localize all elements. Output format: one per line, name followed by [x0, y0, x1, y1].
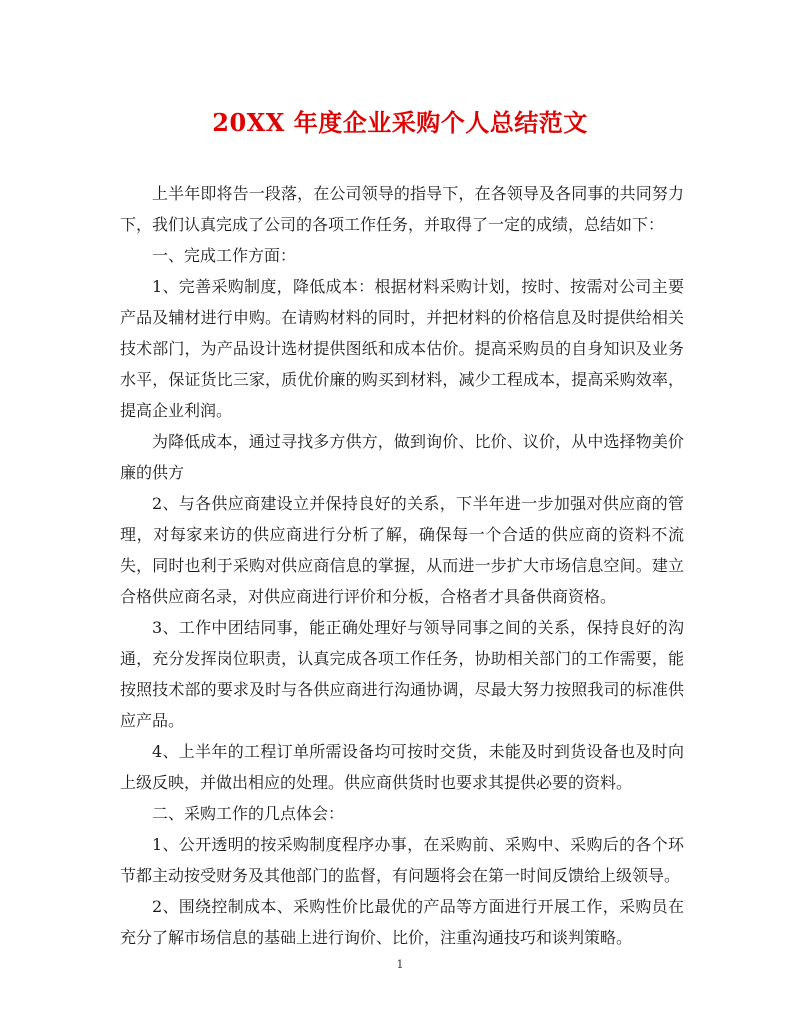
paragraph-cost: 为降低成本，通过寻找多方供方，做到询价、比价、议价，从中选择物美价廉的供方 — [120, 432, 684, 482]
paragraph-intro: 上半年即将告一段落，在公司领导的指导下，在各领导及各同事的共同努力下，我们认真完成了公司的各项工作任务，并取得了一定的成绩，总结如下： — [120, 184, 684, 234]
page-number: 1 — [396, 958, 404, 971]
paragraph-item-2-2: 2、围绕控制成本、采购性价比最优的产品等方面进行开展工作，采购员在充分了解市场信息的基础上进行询价、比价，注重沟通技巧和谈判策略。 — [120, 897, 684, 947]
paragraph-item-1-2: 2、与各供应商建设立并保持良好的关系，下半年进一步加强对供应商的管理，对每家来访的供应商进行分析了解，确保每一个合适的供应商的资料不流失，同时也利于采购对供应商信息的掌握，从而进一步扩大市场信息空间。建立合格供应商名录，对供应商进行评价和分板，合格者才具备供商资格。 — [120, 494, 684, 606]
paragraph-item-1-1: 1、完善采购制度，降低成本：根据材料采购计划，按时、按需对公司主要产品及辅材进行申购。在请购材料的同时，并把材料的价格信息及时提供给相关技术部门，为产品设计选材提供图纸和成本估价。提高采购员的自身知识及业务水平，保证货比三家，质优价廉的购买到材料，减少工程成本，提高采购效率，提高企业利润。 — [120, 277, 684, 420]
paragraph-item-2-1: 1、公开透明的按采购制度程序办事，在采购前、采购中、采购后的各个环节都主动按受财务及其他部门的监督，有问题将会在第一时间反馈给上级领导。 — [120, 835, 684, 885]
section-heading-2: 二、采购工作的几点体会： — [152, 804, 345, 823]
document-title: 20XX 年度企业采购个人总结范文 — [212, 108, 588, 137]
document-body — [120, 178, 684, 953]
paragraph-item-1-4: 4、上半年的工程订单所需设备均可按时交货，未能及时到货设备也及时向上级反映，并做出相应的处理。供应商供货时也要求其提供必要的资料。 — [120, 742, 684, 792]
paragraph-item-1-3: 3、工作中团结同事，能正确处理好与领导同事之间的关系，保持良好的沟通，充分发挥岗位职责，认真完成各项工作任务，协助相关部门的工作需要，能按照技术部的要求及时与各供应商进行沟通协调，尽最大努力按照我司的标准供应产品。 — [120, 618, 684, 730]
section-heading-1: 一、完成工作方面： — [152, 246, 297, 265]
